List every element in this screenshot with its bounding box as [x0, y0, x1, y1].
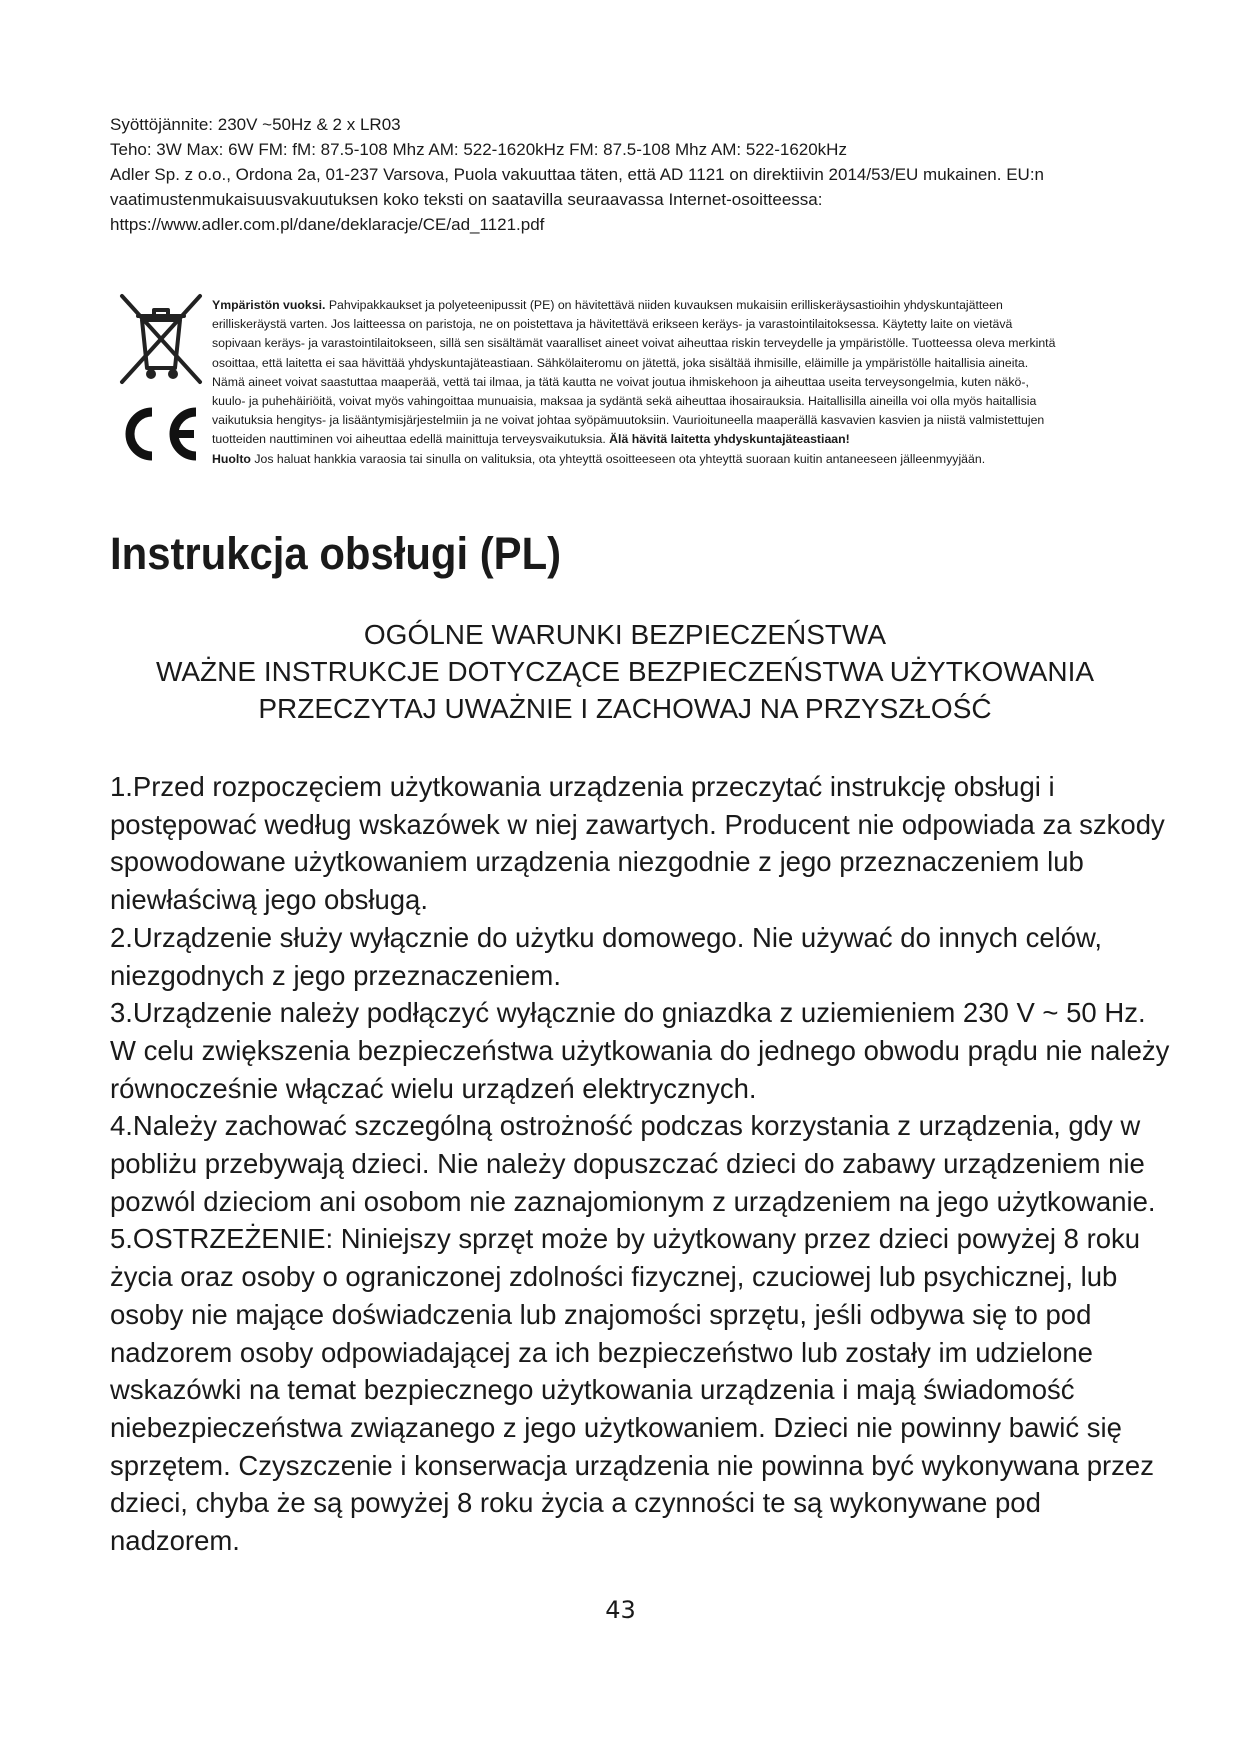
page-number: 43: [605, 1596, 636, 1624]
body-line: sprzętem. Czyszczenie i konserwacja urządzenia nie powinna być wykonywana przez: [110, 1449, 1154, 1481]
body-line: 1.Przed rozpoczęciem użytkowania urządzenia przeczytać instrukcję obsługi i: [110, 771, 1055, 802]
body-line: 5.OSTRZEŻENIE: Niniejszy sprzęt może by użytkowany przez dzieci powyżej 8 roku: [110, 1223, 1141, 1255]
safety-heading: PRZECZYTAJ UWAŻNIE I ZACHOWAJ NA PRZYSZŁOŚĆ: [258, 693, 992, 724]
crossed-out-wheelie-bin-icon: [118, 290, 204, 388]
ce-mark-icon: [114, 402, 204, 466]
body-line: dzieci, chyba że są powyżej 8 roku życia a czynności te są wykonywane pod: [110, 1487, 1041, 1519]
spec-line: Syöttöjännite: 230V ~50Hz & 2 x LR03: [110, 115, 401, 134]
body-line: życia oraz osoby o ograniczonej zdolności fizycznej, czuciowej lub psychicznej, lub: [110, 1261, 1118, 1293]
safety-headings: [110, 616, 1140, 727]
safety-heading: WAŻNE INSTRUKCJE DOTYCZĄCE BEZPIECZEŃSTWA UŻYTKOWANIA: [155, 656, 1095, 687]
spec-line: Teho: 3W Max: 6W FM: fM: 87.5-108 Mhz AM: 522-1620kHz FM: 87.5-108 Mhz AM: 522-1620kHz: [110, 140, 847, 159]
body-line: niebezpieczeństwa związanego z jego użytkowaniem. Dzieci nie powinny bawić się: [110, 1411, 1122, 1443]
environment-line: Pahvipakkaukset ja polyeteenipussit (PE) on hävitettävä niiden kuvauksen mukaisiin erilliskeräysastioihin yhdyskuntajätteen: [328, 298, 1003, 312]
disposal-warning: Älä hävitä laitetta yhdyskuntajäteastiaan!: [609, 432, 850, 447]
environment-line: vaikutuksia hengitys- ja lisääntymisjärjestelmiin ja ne voivat johtaa syöpämuutoksiin. Vaurioituneella maaperällä kasvavien kasvien ja niistä valmistettujen: [212, 413, 1045, 428]
page-title: Instrukcja obsługi (PL): [110, 528, 562, 579]
environment-section: [108, 282, 1138, 482]
service-heading: Huolto: [212, 451, 251, 466]
body-line: 2.Urządzenie służy wyłącznie do użytku domowego. Nie używać do innych celów,: [110, 921, 1103, 953]
body-line: postępować według wskazówek w niej zawartych. Producent nie odpowiada za szkody: [110, 808, 1165, 840]
body-line: pozwól dzieciom ani osobom nie zaznajomionym z urządzeniem na jego użytkowanie.: [110, 1185, 1156, 1217]
environment-heading: Ympäristön vuoksi.: [212, 298, 326, 312]
environment-line: Nämä aineet voivat saastuttaa maaperää, vettä tai ilmaa, ja tätä kautta ne voivat joutua ihmiskehoon ja aiheuttaa useita terveysongelmia, kuten näkö-,: [212, 374, 1029, 389]
environment-line: kuulo- ja puhehäiriöitä, voivat myös vahingoittaa munuaisia, maksaa ja sydäntä sekä aiheuttaa ihosairauksia. Haitallisilla aineilla voi olla myös haitallisia: [212, 394, 1037, 409]
body-line: równocześnie włączać wielu urządzeń elektrycznych.: [110, 1072, 757, 1104]
spec-block: [110, 112, 1140, 237]
body-line: nadzorem.: [110, 1525, 240, 1557]
environment-text: [212, 296, 1142, 469]
environment-line: sopivaan keräys- ja varastointilaitokseen, sillä sen sisältämät vaaralliset aineet voivat aiheuttaa riskin terveydelle ja ympäristölle. Tuotteessa oleva merkintä: [212, 336, 1056, 351]
environment-line: erilliskeräystä varten. Jos laitteessa on paristoja, ne on poistettava ja hävitettävä erikseen keräys- ja varastointilaitoksessa. Käytetty laite on vietävä: [212, 317, 1013, 332]
spec-line: vaatimustenmukaisuusvakuutuksen koko teksti on saatavilla seuraavassa Internet-osoitteessa:: [110, 190, 823, 209]
environment-line: osoittaa, että laitetta ei saa hävittää yhdyskuntajäteastiaan. Sähkölaiteromu on jätettä, joka sisältää ihmisille, eläimille ja ympäristölle haitallisia aineita.: [212, 355, 1029, 370]
spec-line: https://www.adler.com.pl/dane/deklaracje/CE/ad_1121.pdf: [110, 215, 545, 234]
body-line: spowodowane użytkowaniem urządzenia niezgodnie z jego przeznaczeniem lub: [110, 846, 1084, 878]
safety-heading: OGÓLNE WARUNKI BEZPIECZEŃSTWA: [363, 619, 887, 650]
service-text: Jos haluat hankkia varaosia tai sinulla on valituksia, ota yhteyttä osoitteeseen ota yhteyttä suoraan kuitin antaneeseen jälleenmyyjään.: [254, 451, 986, 466]
body-line: niewłaściwą jego obsługą.: [110, 884, 428, 916]
body-line: 4.Należy zachować szczególną ostrożność podczas korzystania z urządzenia, gdy w: [110, 1110, 1141, 1142]
body-line: wskazówki na temat bezpiecznego użytkowania urządzenia i mają świadomość: [110, 1374, 1075, 1406]
body-line: nadzorem osoby odpowiadającej za ich bezpieczeństwo lub zostały im udzielone: [110, 1336, 1093, 1368]
body-line: osoby nie mające doświadczenia lub znajomości sprzętu, jeśli odbywa się to pod: [110, 1298, 1092, 1330]
environment-line: tuotteiden nauttiminen voi aiheuttaa edellä mainittuja terveysvaikutuksia.: [212, 432, 606, 447]
body-line: 3.Urządzenie należy podłączyć wyłącznie do gniazdka z uziemieniem 230 V ~ 50 Hz.: [110, 997, 1146, 1029]
body-line: W celu zwiększenia bezpieczeństwa użytkowania do jednego obwodu prądu nie należy: [110, 1034, 1170, 1066]
body-line: niezgodnych z jego przeznaczeniem.: [110, 959, 561, 991]
spec-line: Adler Sp. z o.o., Ordona 2a, 01-237 Varsova, Puola vakuuttaa täten, että AD 1121 on direktiivin 2014/53/EU mukainen. EU:n: [110, 165, 1044, 184]
safety-instructions: [110, 768, 1170, 1560]
body-line: pobliżu przebywają dzieci. Nie należy dopuszczać dzieci do zabawy urządzeniem nie: [110, 1148, 1145, 1180]
